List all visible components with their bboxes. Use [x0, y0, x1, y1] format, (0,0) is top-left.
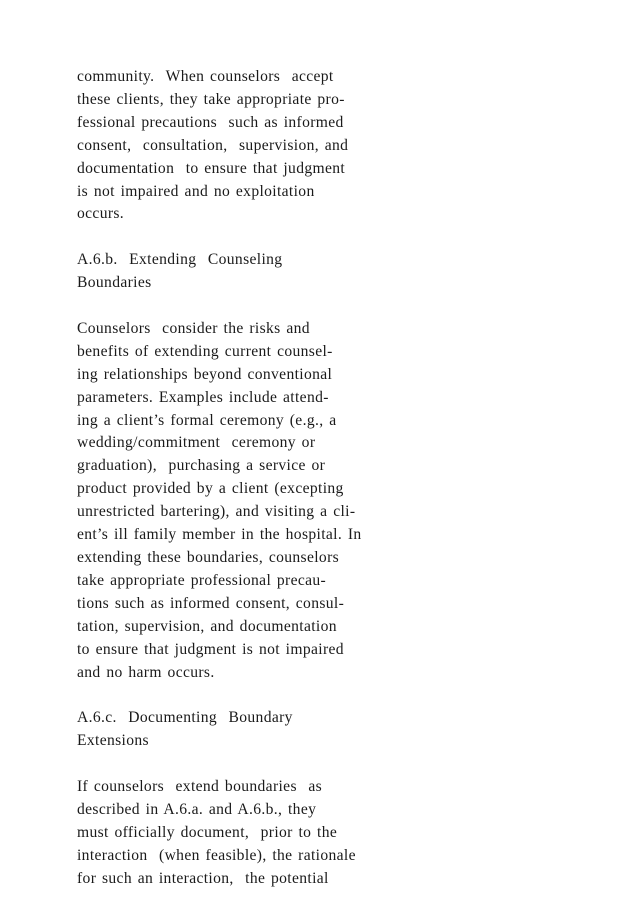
text-line: Counselors consider the risks and: [77, 319, 310, 337]
text-line: ing a client’s formal ceremony (e.g., a: [77, 411, 337, 429]
text-line: occurs.: [77, 205, 125, 223]
text-line: graduation), purchasing a service or: [77, 457, 326, 475]
text-line: product provided by a client (excepting: [77, 480, 344, 498]
text-line: Boundaries: [77, 274, 152, 292]
text-line: If counselors extend boundaries as: [77, 778, 323, 796]
heading-a6c: [77, 707, 557, 753]
paragraph-continuation: [77, 66, 557, 226]
heading-a6b: [77, 249, 557, 295]
text-line: parameters. Examples include attend-: [77, 388, 329, 406]
text-line: tions such as informed consent, consul-: [77, 594, 345, 612]
text-line: must officially document, prior to the: [77, 823, 338, 841]
text-line: take appropriate professional precau-: [77, 571, 327, 589]
text-line: A.6.c. Documenting Boundary: [77, 709, 293, 727]
text-line: and no harm occurs.: [77, 663, 215, 681]
text-line: wedding/commitment ceremony or: [77, 434, 316, 452]
text-column: [77, 66, 557, 913]
text-line: community. When counselors accept: [77, 68, 334, 85]
text-line: for such an interaction, the potential: [77, 869, 329, 887]
text-line: unrestricted bartering), and visiting a cli-: [77, 503, 356, 521]
paragraph-a6b-body: [77, 318, 557, 685]
text-line: extending these boundaries, counselors: [77, 549, 340, 566]
text-line: consent, consultation, supervision, and: [77, 136, 349, 154]
text-line: fessional precautions such as informed: [77, 113, 344, 131]
text-line: to ensure that judgment is not impaired: [77, 640, 344, 658]
text-line: ing relationships beyond conventional: [77, 365, 333, 383]
text-line: Extensions: [77, 732, 149, 750]
text-line: documentation to ensure that judgment: [77, 159, 346, 177]
text-line: these clients, they take appropriate pro-: [77, 90, 345, 108]
text-line: benefits of extending current counsel-: [77, 342, 333, 360]
text-line: ent’s ill family member in the hospital. In: [77, 526, 362, 544]
text-line: described in A.6.a. and A.6.b., they: [77, 800, 317, 818]
text-line: interaction (when feasible), the rationale: [77, 846, 356, 864]
text-line: is not impaired and no exploitation: [77, 182, 315, 200]
text-line: tation, supervision, and documentation: [77, 617, 337, 635]
text-line: A.6.b. Extending Counseling: [77, 251, 283, 269]
paragraph-a6c-body: [77, 776, 557, 891]
